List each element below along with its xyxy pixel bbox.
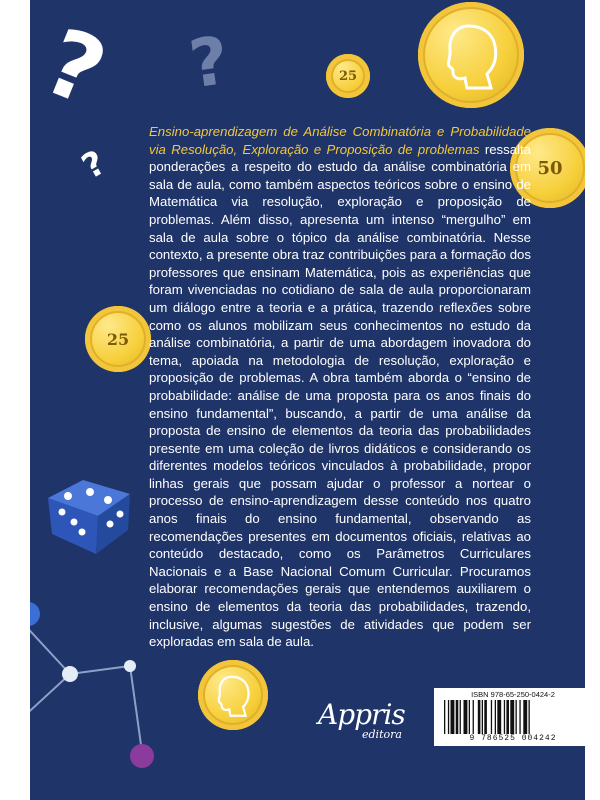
barcode-bar bbox=[451, 700, 455, 734]
barcode-bar bbox=[473, 700, 474, 734]
barcode-bar bbox=[482, 700, 483, 734]
barcode-bar bbox=[516, 700, 517, 734]
head-silhouette-icon bbox=[214, 673, 252, 717]
coin-value: 25 bbox=[338, 68, 358, 84]
barcode-bar bbox=[506, 700, 509, 734]
barcode-bar bbox=[464, 700, 468, 734]
question-mark-medium: ? bbox=[184, 21, 234, 104]
barcode-bar bbox=[484, 700, 487, 734]
barcode-bar bbox=[519, 700, 520, 734]
barcode-bar bbox=[469, 700, 470, 734]
coin-25-small bbox=[326, 54, 370, 98]
question-mark-small: ? bbox=[75, 142, 113, 188]
isbn-label: ISBN 978-65-250-0424-2 bbox=[471, 690, 555, 699]
barcode-bar bbox=[460, 700, 461, 734]
barcode-bar bbox=[456, 700, 459, 734]
book-title: Ensino-aprendizagem de Análise Combinatória e Probabilidade via Resolução, Exploração e Proposição de problemas bbox=[149, 124, 531, 157]
coin-head-bottom bbox=[198, 660, 268, 730]
barcode-bar bbox=[529, 700, 530, 734]
dice-icon bbox=[38, 468, 138, 558]
barcode-bars bbox=[442, 700, 584, 734]
coin-value: 50 bbox=[537, 157, 563, 179]
question-mark-large: ? bbox=[30, 7, 120, 128]
publisher-logo bbox=[318, 698, 428, 748]
coin-head-top bbox=[418, 2, 524, 108]
back-cover bbox=[30, 0, 585, 800]
barcode-bar bbox=[448, 700, 449, 734]
coin-25-left bbox=[85, 306, 151, 372]
barcode-bar bbox=[510, 700, 514, 734]
barcode-bar bbox=[504, 700, 505, 734]
barcode-bar bbox=[495, 700, 496, 734]
barcode bbox=[434, 688, 585, 746]
barcode-digits: 9 786525 004242 bbox=[469, 734, 557, 743]
barcode-bar bbox=[444, 700, 445, 734]
barcode-bar bbox=[523, 700, 527, 734]
synopsis: ressalta ponderações a respeito do estudo da análise combinatória em sala de aula, como também aspectos teóricos sobre o ensino de Matemática via resolução, exploração e proposição de problemas. Além disso, apresenta um intenso “mergulho” em sala de aula sobre o tópico da análise combinatória. Nesse contexto, a presente obra traz contribuições para a formação dos professores que ensinam Matemática, pois as experiências que foram vivenciadas no cotidiano de sala de aula proporcionaram um diálogo entre a teoria e a prática, trazendo reflexões sobre como os alunos mobilizam seus conhecimentos no estudo da análise combinatória, a partir de uma abordagem inovadora do tema, apoiada na metodologia de resolução, exploração e proposição de problemas. A obra também aborda o “ensino de probabilidade: análise de uma proposta para os anos finais do ensino fundamental”, buscando, a partir de uma análise da proposta de ensino de elementos da teoria das probabilidades presente em uma coleção de livros didáticos e considerando os diferentes modelos teóricos vinculados à probabilidade, propor linhas gerais que possam ajudar o professor a nortear o processo de ensino-aprendizagem desse conteúdo nos quatro anos finais do ensino fundamental, observando as recomendações presentes em documentos oficiais, relativas ao conteúdo destacado, como os Parâmetros Curriculares Nacionais e a Base Nacional Comum Curricular. Procuramos elaborar recomendações gerais que entendemos auxiliarem o ensino de elementos da teoria das probabilidades, trazendo, inclusive, algumas sugestões de atividades que podem ser exploradas em sala de aula. bbox=[149, 141, 531, 650]
publisher-name: Appris bbox=[318, 698, 405, 731]
head-silhouette-icon bbox=[441, 20, 501, 90]
barcode-bar bbox=[478, 700, 481, 734]
coin-value: 25 bbox=[106, 329, 130, 349]
barcode-bar bbox=[491, 700, 492, 734]
back-cover-text bbox=[149, 123, 531, 651]
barcode-bar bbox=[497, 700, 501, 734]
publisher-sub: editora bbox=[362, 728, 402, 741]
